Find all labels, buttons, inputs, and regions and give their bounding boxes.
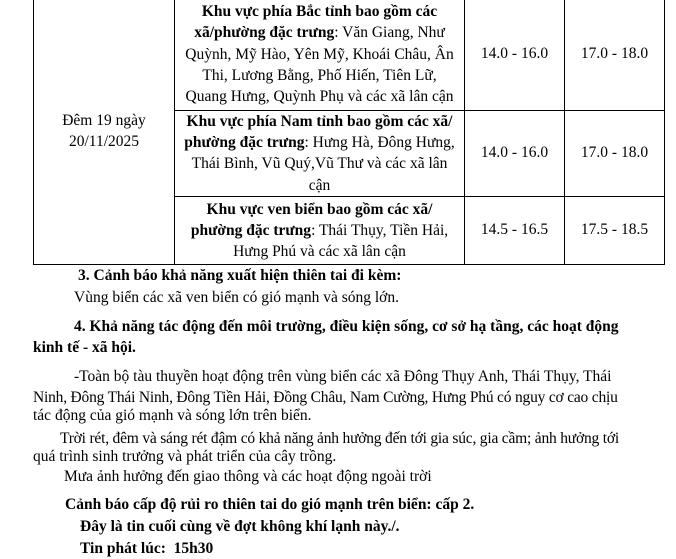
region-cell-south bbox=[175, 111, 465, 197]
forecast-row-north bbox=[34, 0, 665, 111]
region-line: Thi, Lương Bằng, Phố Hiến, Tiên Lữ, bbox=[202, 66, 437, 84]
section4-para2-line2: quá trình sinh trưởng và phát triển của cây trồng. bbox=[33, 448, 337, 465]
region-line: Khu vực phía Nam tỉnh bao gồm các xã/ bbox=[186, 113, 453, 130]
section4-heading-line2: kinh tế - xã hội. bbox=[33, 339, 136, 356]
temp-low-cell: 14.5 - 16.5 bbox=[465, 196, 565, 264]
section3-heading: 3. Cảnh báo khả năng xuất hiện thiên tai đi kèm: bbox=[78, 267, 402, 284]
night-label-line1: Đêm 19 ngày bbox=[62, 112, 146, 130]
section4-para1-line2: Ninh, Đông Thái Ninh, Đông Tiền Hải, Đồng Châu, Nam Cường, Hưng Phú có nguy cơ cao chịu bbox=[33, 389, 618, 406]
region-line: phường đặc trưng: Hưng Hà, Đông Hưng, bbox=[184, 134, 455, 152]
region-line: Quang Hưng, Quỳnh Phụ và các xã lân cận bbox=[185, 88, 454, 106]
region-line: Thái Bình, Vũ Quý,Vũ Thư và các xã lân bbox=[191, 155, 448, 173]
region-line: cận bbox=[308, 176, 331, 194]
region-cell-coastal bbox=[175, 196, 465, 264]
issued-at-label: Tin phát lúc: bbox=[80, 540, 166, 557]
region-line: Hưng Phú và các xã lân cận bbox=[233, 242, 406, 260]
region-cell-north bbox=[175, 0, 465, 111]
issued-at-time: 15h30 bbox=[173, 540, 214, 557]
region-line: Khu vực ven biển bao gồm các xã/ bbox=[206, 200, 433, 218]
region-line: phường đặc trưng: Thái Thụy, Tiền Hải, bbox=[190, 221, 449, 239]
forecast-table bbox=[33, 0, 665, 265]
temp-low-cell: 14.0 - 16.0 bbox=[465, 0, 565, 111]
night-label-line2: 20/11/2025 bbox=[68, 133, 140, 151]
temp-high-cell: 17.0 - 18.0 bbox=[565, 111, 665, 197]
section4-para2-line1: Trời rét, đêm và sáng rét đậm có khả năng ảnh hưởng đến tới gia súc, gia cầm; ảnh hưởng tới bbox=[60, 430, 619, 447]
section4-para1-line1: -Toàn bộ tàu thuyền hoạt động trên vùng biển các xã Đông Thụy Anh, Thái Thụy, Thái bbox=[74, 368, 612, 385]
warning-level: Cảnh báo cấp độ rủi ro thiên tai do gió mạnh trên biển: cấp 2. bbox=[65, 496, 475, 513]
section4-para1-line3: tác động của gió mạnh và sóng lớn trên biển. bbox=[33, 407, 312, 424]
section4-para3: Mưa ảnh hưởng đến giao thông và các hoạt động ngoài trời bbox=[64, 468, 432, 485]
final-notice: Đây là tin cuối cùng về đợt không khí lạnh này./. bbox=[80, 518, 400, 535]
temp-low-cell: 14.0 - 16.0 bbox=[465, 111, 565, 197]
section3-text: Vùng biển các xã ven biển có gió mạnh và sóng lớn. bbox=[74, 289, 400, 306]
temp-high-cell: 17.0 - 18.0 bbox=[565, 0, 665, 111]
temp-high-cell: 17.5 - 18.5 bbox=[565, 196, 665, 264]
region-line: xã/phường đặc trưng: Văn Giang, Như bbox=[194, 24, 445, 42]
night-date-cell bbox=[34, 0, 175, 264]
region-line: Quỳnh, Mỹ Hào, Yên Mỹ, Khoái Châu, Ân bbox=[185, 45, 454, 63]
section4-heading-line1: 4. Khả năng tác động đến môi trường, điều kiện sống, cơ sở hạ tầng, các hoạt động bbox=[74, 318, 619, 335]
region-line: Khu vực phía Bắc tỉnh bao gồm các bbox=[201, 3, 438, 21]
